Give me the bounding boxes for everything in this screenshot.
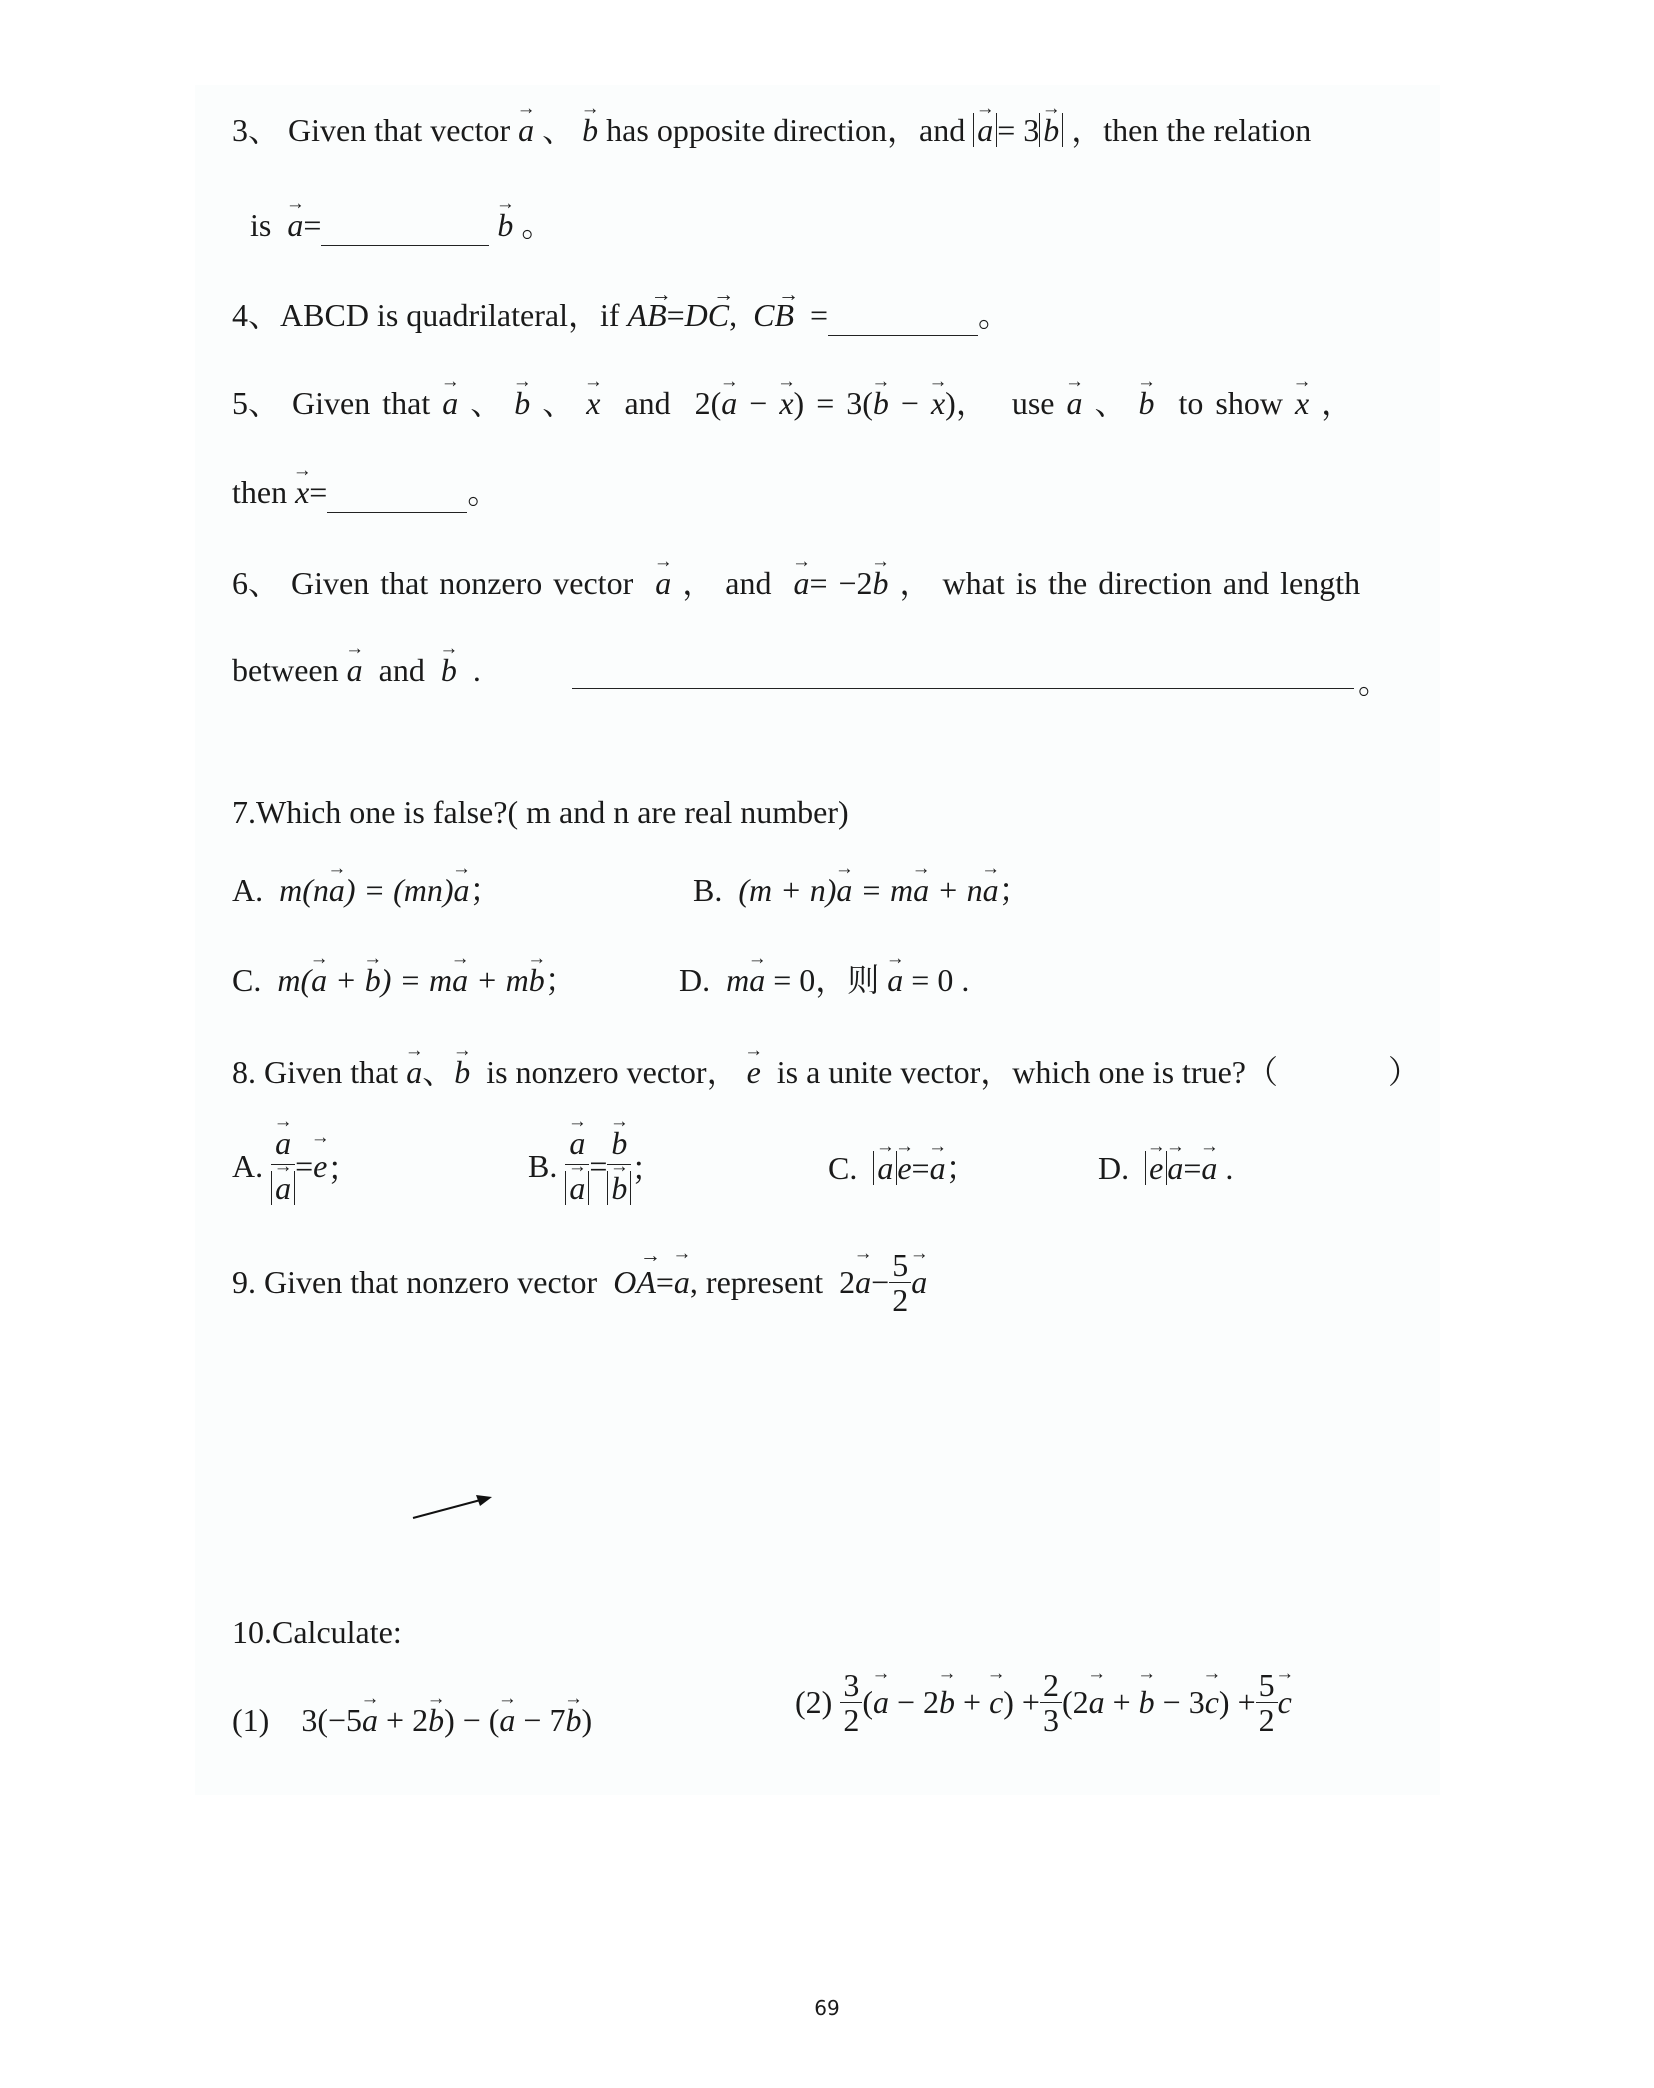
vector-b: → b: [582, 110, 598, 150]
vector-a: → a: [452, 960, 468, 1000]
answer-blank[interactable]: [828, 295, 978, 336]
vector-a: → a: [518, 110, 534, 150]
page-number: 69: [814, 1996, 840, 2020]
vector-a: → a: [721, 383, 737, 423]
vector-b: → b: [529, 960, 545, 1000]
expr: + n: [929, 872, 983, 908]
separator: 、: [422, 1054, 455, 1090]
expr: (2: [1061, 1684, 1089, 1720]
q6-text-2: what is the direction and length: [942, 565, 1361, 601]
q3-text-4: is: [250, 207, 272, 243]
vector-a: → a: [887, 960, 903, 1000]
question-7-title: 7.Which one is false?( m and n are real number): [232, 794, 849, 830]
q7-option-a[interactable]: [232, 870, 502, 910]
expr: ) = (mn): [344, 872, 454, 908]
vector-x: → x: [931, 383, 945, 423]
vector-e: → e: [1149, 1151, 1163, 1185]
chinese-then: 则: [847, 962, 880, 998]
expr: = 0 .: [903, 962, 970, 998]
fraction: [889, 1248, 911, 1317]
vector-a: → a: [911, 1264, 927, 1301]
option-label: B.: [528, 1148, 558, 1184]
answer-blank[interactable]: [321, 205, 489, 246]
minus: −: [737, 385, 780, 421]
q10-part-2: [795, 1668, 1292, 1737]
eq-part: ) = 3(: [793, 385, 873, 421]
expr: + m: [468, 962, 529, 998]
q4-number: 4、: [232, 297, 281, 333]
q3-text-2: has opposite direction，and: [606, 112, 966, 148]
eq-part: 2(: [694, 385, 722, 421]
vector-a: → a: [347, 650, 363, 690]
expr: +: [955, 1684, 990, 1720]
equals: =: [1183, 1150, 1202, 1186]
option-label: C.: [232, 962, 262, 998]
q8-option-d[interactable]: [1098, 1148, 1233, 1188]
separator: 、: [542, 112, 575, 148]
expr: − 3: [1154, 1684, 1205, 1720]
vector-a: → a: [569, 1122, 585, 1164]
denominator: 3: [1042, 1702, 1059, 1738]
expr: +: [1104, 1684, 1139, 1720]
question-5-line-2: [232, 472, 499, 513]
semicolon: ；: [998, 872, 1031, 908]
expr: ) +: [1218, 1684, 1256, 1720]
q7-option-c[interactable]: [232, 960, 577, 1000]
equals: =: [666, 297, 685, 333]
denominator: 2: [843, 1702, 860, 1738]
vector-a: → a: [873, 1684, 889, 1721]
q6-number: 6、: [232, 565, 281, 601]
q8-option-c[interactable]: [828, 1148, 978, 1188]
period: 。: [978, 297, 1011, 333]
eq-part: )，: [945, 385, 988, 421]
denominator: [271, 1165, 295, 1211]
expr: 3(−5: [301, 1702, 363, 1738]
q10-part-1: [232, 1700, 592, 1740]
vector-b: → b: [611, 1171, 627, 1205]
vector-a: → a: [329, 870, 345, 910]
vector-a: → a: [442, 383, 458, 423]
option-label: A.: [232, 1148, 264, 1184]
vector-e: → e: [897, 1148, 911, 1188]
minus: −: [871, 1264, 890, 1300]
vector-a: → a: [855, 1264, 871, 1301]
vector-a: → a: [275, 1122, 291, 1164]
expr-group-2: [1062, 1684, 1256, 1720]
vector-a: → a: [1066, 383, 1082, 423]
fraction: [840, 1668, 862, 1737]
comma: ，: [899, 565, 932, 601]
minus: −: [888, 385, 931, 421]
question-9: [232, 1248, 927, 1317]
comma: ，: [682, 565, 715, 601]
equals-three: = 3: [997, 112, 1040, 148]
expr: = m: [852, 872, 914, 908]
vector-a: → a: [983, 870, 999, 910]
answer-blank-q6[interactable]: [572, 652, 1354, 689]
q3-number: 3、: [232, 112, 281, 148]
vector-dc: → DC: [685, 295, 729, 335]
q8-text-3: is a unite vector，which one is true?（: [776, 1054, 1278, 1090]
vector-a: → a: [977, 113, 993, 147]
numerator: 3: [840, 1668, 862, 1703]
arrow-head: [476, 1495, 492, 1506]
q6-and: and: [725, 565, 772, 601]
vector-c: → c: [1205, 1684, 1219, 1721]
comma: ，: [1321, 385, 1354, 421]
question-10-title: 10.Calculate:: [232, 1614, 402, 1650]
vector-a: → a: [406, 1052, 422, 1092]
period: 。: [521, 207, 554, 243]
period: 。: [1358, 664, 1391, 700]
abs-vector-a: [973, 113, 997, 147]
option-label: B.: [693, 872, 723, 908]
vector-b: → b: [365, 960, 381, 1000]
q3-text-1: Given that vector: [288, 112, 511, 148]
coefficient: 2: [839, 1264, 856, 1300]
q7-option-d[interactable]: [679, 960, 969, 1000]
period: 。: [467, 474, 500, 510]
numerator: 5: [889, 1248, 911, 1283]
vector-c: → c: [989, 1684, 1003, 1721]
vector-a: → a: [836, 870, 852, 910]
vector-x: → x: [779, 383, 793, 423]
equals: =: [655, 1264, 674, 1300]
expr: − 7: [515, 1702, 566, 1738]
denominator: 2: [892, 1282, 909, 1318]
vector-b: → b: [939, 1684, 955, 1721]
fraction: [1040, 1668, 1062, 1737]
expr: (: [862, 1684, 873, 1720]
q6-text-3: between: [232, 652, 339, 688]
comma: ,: [729, 297, 738, 333]
vector-x: → x: [1295, 383, 1309, 423]
q5-use: use: [1011, 385, 1055, 421]
equals: =: [303, 207, 322, 243]
vector-a: → a: [793, 563, 809, 603]
q5-number: 5、: [232, 385, 281, 421]
expr: ): [581, 1702, 593, 1738]
q5-to-show: to show: [1178, 385, 1283, 421]
equals-minus-two: = −2: [809, 565, 873, 601]
vector-cb: → CB: [753, 295, 794, 335]
fraction: [607, 1122, 631, 1211]
vector-ab: → AB: [628, 295, 667, 335]
q8-option-b[interactable]: [528, 1122, 663, 1211]
denominator: [565, 1165, 589, 1211]
vector-a: → a: [1201, 1148, 1217, 1188]
vector-a: → a: [311, 960, 327, 1000]
period: .: [472, 652, 481, 688]
expr: ) − (: [444, 1702, 500, 1738]
question-8: [232, 1052, 1278, 1092]
expr: ) +: [1003, 1684, 1040, 1720]
vector-b: → b: [454, 1052, 470, 1092]
vector-a: → a: [569, 1171, 585, 1205]
vector-a: → a: [930, 1148, 946, 1188]
vector-c: → c: [1278, 1684, 1292, 1721]
expr: +: [327, 962, 365, 998]
vector-oa: → OA: [613, 1264, 656, 1301]
expr: ) = m: [380, 962, 453, 998]
q3-text-3: ，then the relation: [1071, 112, 1312, 148]
vector-b: → b: [441, 650, 457, 690]
vector-x: → x: [586, 383, 600, 423]
vector-b: → b: [1043, 113, 1059, 147]
vector-a: → a: [674, 1264, 690, 1301]
vector-b: → b: [565, 1700, 581, 1740]
question-6-line-1: [232, 563, 1360, 603]
vector-a: → a: [749, 960, 765, 1000]
semicolon: ；: [945, 1150, 978, 1186]
equals: =: [810, 297, 829, 333]
equals: =: [589, 1148, 608, 1184]
vector-e: → e: [313, 1148, 327, 1185]
answer-blank[interactable]: [327, 472, 467, 513]
vector-b: → b: [1139, 383, 1155, 423]
equals: =: [911, 1150, 930, 1186]
q5-and: and: [624, 385, 671, 421]
q9-text-2: , represent: [689, 1264, 824, 1300]
vector-b: → b: [1139, 1684, 1155, 1721]
question-3-line-2: [250, 205, 553, 246]
question-4: [232, 295, 1010, 336]
q6-text-1: Given that nonzero vector: [291, 565, 634, 601]
vector-a: → a: [287, 205, 303, 245]
vector-a: → a: [655, 563, 671, 603]
expr: m(n: [279, 872, 329, 908]
q5-text-1: Given that: [292, 385, 431, 421]
separator: 、: [470, 385, 503, 421]
vector-a: → a: [1089, 1684, 1105, 1721]
vector-a: → a: [454, 870, 470, 910]
vector-b: → b: [873, 383, 889, 423]
question-6-line-2: [232, 650, 481, 690]
semicolon: ；: [327, 1150, 360, 1187]
q7-option-b[interactable]: [693, 870, 1031, 910]
equals: =: [295, 1148, 314, 1184]
q4-text: ABCD is quadrilateral，if: [280, 297, 620, 333]
q8-number: 8.: [232, 1054, 256, 1090]
vector-a: → a: [499, 1700, 515, 1740]
vector-a: → a: [877, 1151, 893, 1185]
numerator: 5: [1256, 1668, 1278, 1703]
expr: m(: [277, 962, 312, 998]
part-label: (2): [795, 1684, 833, 1720]
expr: m: [726, 962, 750, 998]
semicolon: ；: [469, 872, 502, 908]
denominator: [607, 1165, 631, 1211]
expr-group-1: [862, 1684, 1040, 1720]
vector-b: → b: [873, 563, 889, 603]
separator: 、: [1094, 385, 1127, 421]
vector-b: → b: [611, 1122, 627, 1164]
equals: =: [309, 474, 328, 510]
option-label: D.: [1098, 1150, 1130, 1186]
vector-a: → a: [913, 870, 929, 910]
arrow-shaft: [413, 1498, 488, 1518]
denominator: 2: [1258, 1702, 1275, 1738]
q9-text: 9. Given that nonzero vector: [232, 1264, 598, 1300]
fraction: [271, 1122, 295, 1211]
separator: 、: [542, 385, 575, 421]
period: .: [1225, 1150, 1234, 1186]
vector-a: → a: [362, 1700, 378, 1740]
part-label: (1): [232, 1702, 270, 1738]
abs-vector-b: [1039, 113, 1063, 147]
vector-b: → b: [514, 383, 530, 423]
q5-then: then: [232, 474, 288, 510]
vector-a: → a: [275, 1171, 291, 1205]
vector-e: → e: [747, 1052, 761, 1092]
q8-answer-paren[interactable]: ）: [1388, 1054, 1421, 1090]
option-label: D.: [679, 962, 711, 998]
question-5-line-1: [232, 383, 1353, 423]
expr: (m + n): [738, 872, 837, 908]
expr: + 2: [378, 1702, 429, 1738]
vector-a: → a: [1167, 1148, 1183, 1188]
expr: = 0，: [765, 962, 848, 998]
vector-b: → b: [428, 1700, 444, 1740]
vector-x: → x: [295, 472, 309, 512]
numerator: 2: [1040, 1668, 1062, 1703]
vector-b: → b: [497, 205, 513, 245]
expr: − 2: [888, 1684, 940, 1720]
semicolon: ；: [544, 962, 577, 998]
fraction: [565, 1122, 589, 1211]
semicolon: ；: [631, 1150, 664, 1187]
option-label: A.: [232, 872, 264, 908]
q8-text-1: Given that: [264, 1054, 399, 1090]
question-3-line-1: [232, 110, 1311, 150]
q8-option-a[interactable]: [232, 1122, 359, 1211]
q8-text-2: is nonzero vector，: [486, 1054, 739, 1090]
option-label: C.: [828, 1150, 858, 1186]
q6-and: and: [378, 652, 425, 688]
vector-arrow-drawing: [408, 1490, 498, 1524]
